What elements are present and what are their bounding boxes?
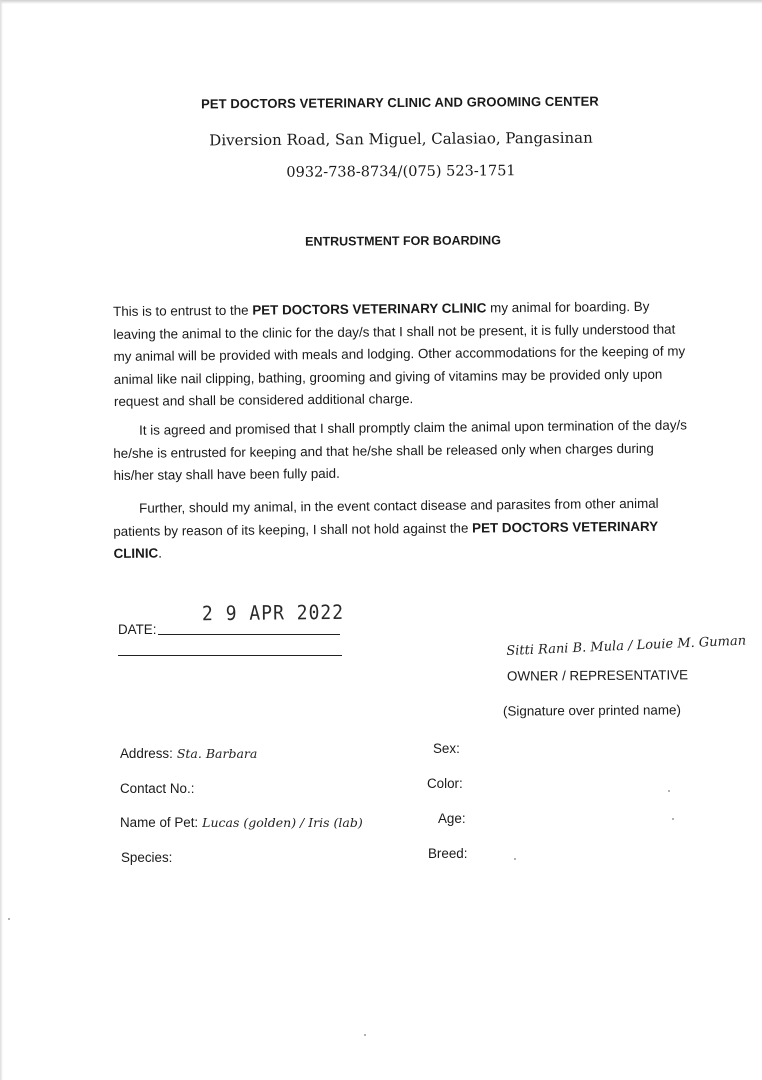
age-label: Age: <box>438 811 466 826</box>
breed-label: Breed: <box>428 846 468 861</box>
clinic-address: Diversion Road, San Miguel, Calasiao, Pangasinan <box>209 128 593 150</box>
blank-underline <box>118 655 342 656</box>
pet-name-label: Name of Pet: <box>120 815 199 830</box>
breed-field <box>428 846 467 861</box>
paragraph-entrust <box>113 295 696 413</box>
scan-speck <box>8 918 10 920</box>
species-field <box>121 850 172 865</box>
handwritten-signature: Sitti Rani B. Mula / Louie M. Guman <box>506 633 747 659</box>
clinic-name-inline: PET DOCTORS VETERINARY CLINIC <box>113 518 658 561</box>
scan-speck <box>668 790 670 792</box>
date-underline <box>158 634 340 635</box>
signature-caption: (Signature over printed name) <box>502 702 681 719</box>
species-label: Species: <box>121 850 173 865</box>
color-field <box>427 776 463 791</box>
address-label: Address: <box>120 746 173 761</box>
clinic-name: PET DOCTORS VETERINARY CLINIC AND GROOMING CENTER <box>201 93 599 112</box>
paragraph-entrust-text-1: This is to entrust to the <box>113 302 253 319</box>
address-field <box>120 746 257 761</box>
scan-edge-left <box>0 0 3 1080</box>
sex-label: Sex: <box>433 741 460 756</box>
clinic-name-inline: PET DOCTORS VETERINARY CLINIC <box>252 300 487 318</box>
date-label: DATE: <box>118 622 157 637</box>
paragraph-waiver-text-1: Further, should my animal, in the event contact disease and parasites from other animal patients by reason of its keeping, I shall not hold against the <box>113 495 659 539</box>
pet-name-value: Lucas (golden) / Iris (lab) <box>202 815 363 830</box>
document-title: ENTRUSTMENT FOR BOARDING <box>305 233 501 249</box>
color-label: Color: <box>427 776 463 791</box>
date-stamp: 2 9 APR 2022 <box>201 601 345 626</box>
sex-field <box>433 741 460 756</box>
contact-label: Contact No.: <box>120 781 195 796</box>
scan-speck <box>514 858 516 860</box>
owner-representative-label: OWNER / REPRESENTATIVE <box>506 667 689 684</box>
address-value: Sta. Barbara <box>176 746 258 761</box>
age-field <box>438 811 466 826</box>
scan-speck <box>672 818 674 820</box>
paragraph-entrust-text-2: my animal for boarding. By leaving the animal to the clinic for the day/s that I shall not be present, it is fully understood that my animal will be provided with meals and lodging. Other accommodations for the keeping of my animal like nail clipping, bathing, grooming and giving of vitamins may be provided only upon request and shall be considered additional charge. <box>113 298 686 409</box>
clinic-phone: 0932-738-8734/(075) 523-1751 <box>286 163 516 181</box>
pet-name-field <box>120 815 363 830</box>
scan-speck <box>364 1034 366 1036</box>
scan-edge-top <box>0 0 762 4</box>
paragraph-agreement: It is agreed and promised that I shall promptly claim the animal upon termination of the day/s he/she is entrusted for keeping and that he/she shall be released only when charges during his/her stay shall have been fully paid. <box>113 417 687 483</box>
paragraph-disease-waiver <box>113 492 696 565</box>
paragraph-waiver-text-2: . <box>158 545 162 561</box>
contact-field <box>120 781 194 796</box>
